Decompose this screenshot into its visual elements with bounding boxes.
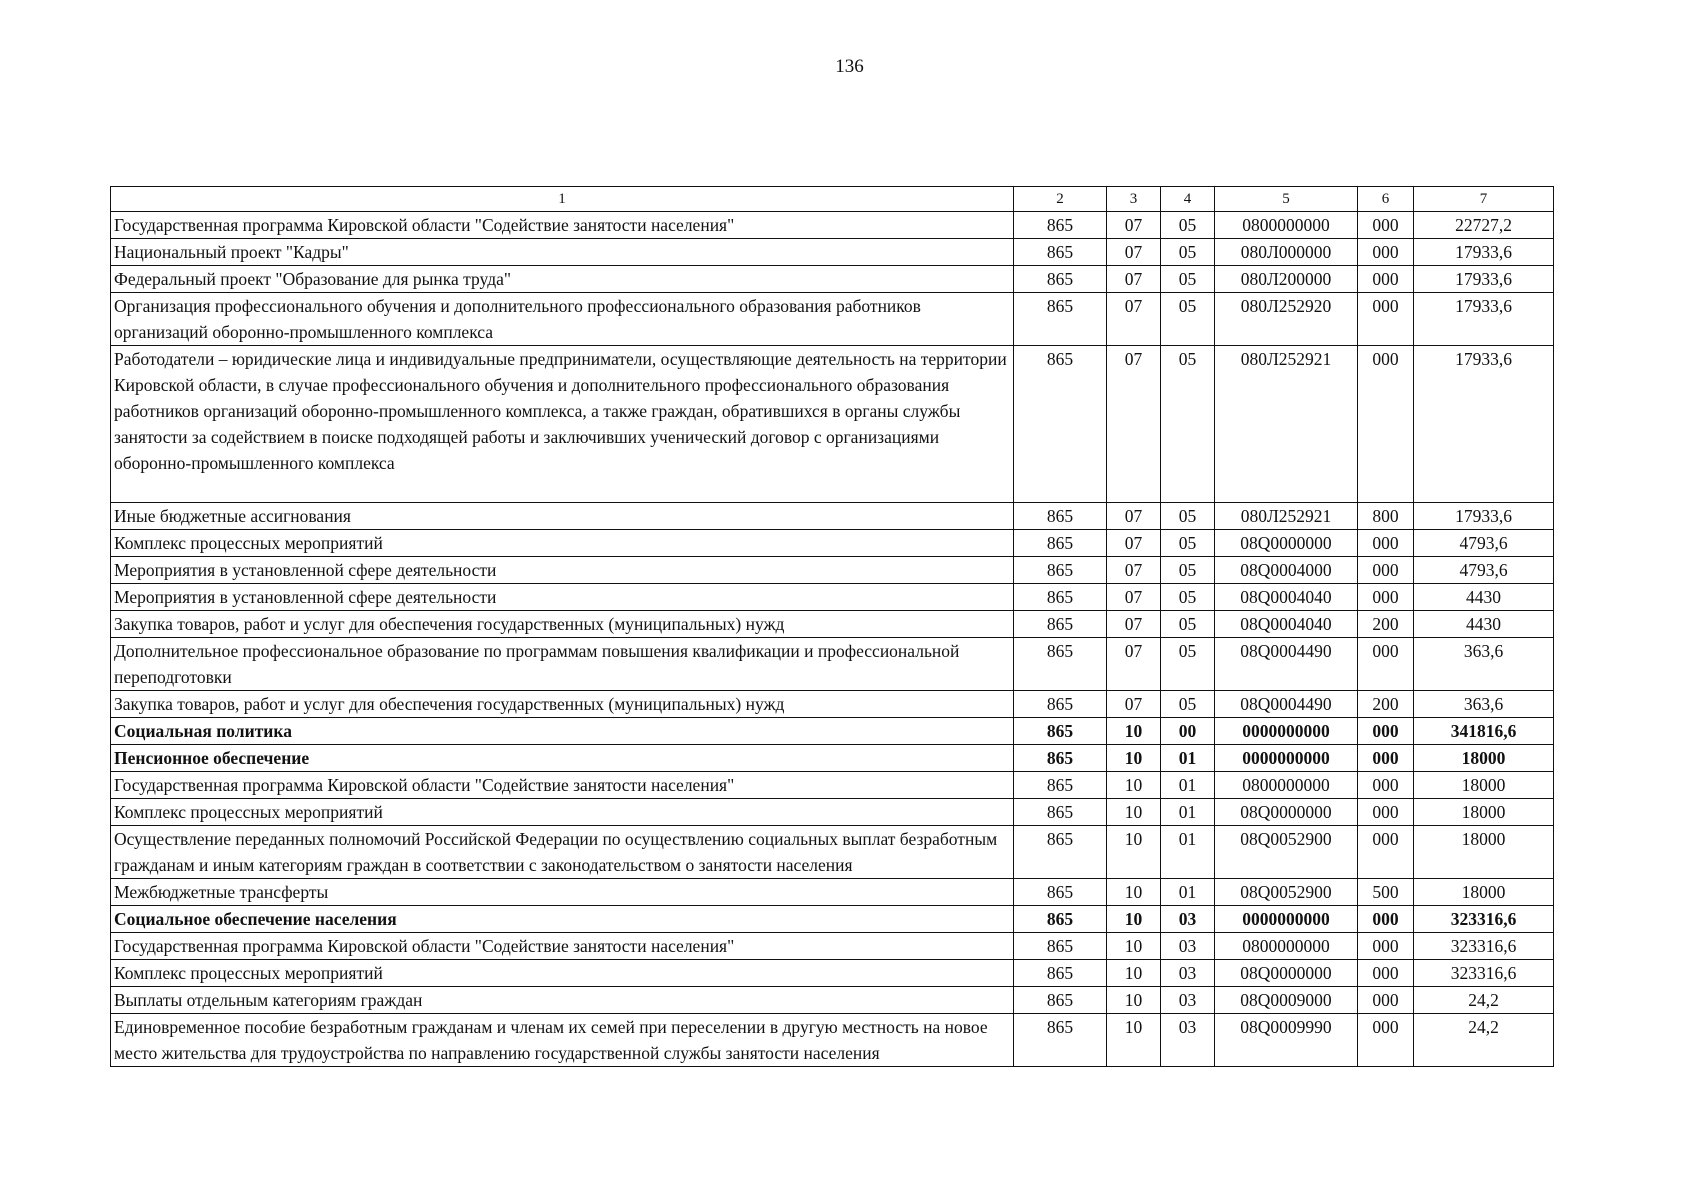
header-col-1: 1 <box>111 187 1014 212</box>
row-col-6: 000 <box>1358 557 1414 584</box>
row-col-4: 01 <box>1161 799 1215 826</box>
row-name: Выплаты отдельным категориям граждан <box>111 987 1014 1014</box>
row-col-2: 865 <box>1014 530 1107 557</box>
row-col-6: 000 <box>1358 293 1414 346</box>
row-col-3: 10 <box>1107 987 1161 1014</box>
row-col-6: 200 <box>1358 611 1414 638</box>
row-amount: 24,2 <box>1414 1014 1554 1067</box>
row-col-5: 08Q0009990 <box>1215 1014 1358 1067</box>
row-col-4: 01 <box>1161 772 1215 799</box>
row-col-3: 10 <box>1107 799 1161 826</box>
row-col-3: 07 <box>1107 293 1161 346</box>
row-amount: 363,6 <box>1414 691 1554 718</box>
row-name: Организация профессионального обучения и дополнительного профессионального образования работников организаций оборонно-промышленного комплекса <box>111 293 1014 346</box>
table-row <box>111 1014 1554 1067</box>
table-row <box>111 584 1554 611</box>
row-col-3: 07 <box>1107 266 1161 293</box>
row-col-5: 0000000000 <box>1215 718 1358 745</box>
row-col-5: 0800000000 <box>1215 772 1358 799</box>
row-name: Единовременное пособие безработным гражданам и членам их семей при переселении в другую местность на новое место жительства для трудоустройства по направлению государственной службы занятости населения <box>111 1014 1014 1067</box>
table-row <box>111 293 1554 346</box>
row-amount: 4430 <box>1414 611 1554 638</box>
row-col-6: 000 <box>1358 239 1414 266</box>
table-row <box>111 638 1554 691</box>
row-col-4: 05 <box>1161 239 1215 266</box>
row-amount: 18000 <box>1414 799 1554 826</box>
row-col-3: 10 <box>1107 906 1161 933</box>
row-col-6: 000 <box>1358 772 1414 799</box>
row-amount: 323316,6 <box>1414 933 1554 960</box>
row-col-4: 05 <box>1161 584 1215 611</box>
row-col-3: 10 <box>1107 960 1161 987</box>
row-col-5: 08Q0000000 <box>1215 799 1358 826</box>
table-row <box>111 772 1554 799</box>
row-col-3: 10 <box>1107 718 1161 745</box>
row-name: Пенсионное обеспечение <box>111 745 1014 772</box>
row-name: Иные бюджетные ассигнования <box>111 503 1014 530</box>
row-amount: 18000 <box>1414 826 1554 879</box>
row-col-6: 000 <box>1358 584 1414 611</box>
row-name: Работодатели – юридические лица и индивидуальные предприниматели, осуществляющие деятельность на территории Кировской области, в случае профессионального обучения и дополнительного профессионального образования работников организаций оборонно-промышленного комплекса, а также граждан, обратившихся в органы службы занятости за содействием в поиске подходящей работы и заключивших ученический договор с организациями оборонно-промышленного комплекса <box>111 346 1014 503</box>
row-col-3: 10 <box>1107 745 1161 772</box>
row-col-3: 10 <box>1107 879 1161 906</box>
row-col-6: 000 <box>1358 933 1414 960</box>
row-name: Комплекс процессных мероприятий <box>111 960 1014 987</box>
row-amount: 18000 <box>1414 772 1554 799</box>
table-row <box>111 611 1554 638</box>
row-col-5: 080Л252921 <box>1215 346 1358 503</box>
row-col-2: 865 <box>1014 1014 1107 1067</box>
row-col-3: 10 <box>1107 1014 1161 1067</box>
row-col-4: 05 <box>1161 266 1215 293</box>
row-amount: 4430 <box>1414 584 1554 611</box>
table-row <box>111 346 1554 503</box>
row-col-4: 05 <box>1161 503 1215 530</box>
row-amount: 17933,6 <box>1414 503 1554 530</box>
row-col-5: 080Л252920 <box>1215 293 1358 346</box>
table-row <box>111 212 1554 239</box>
row-col-4: 05 <box>1161 346 1215 503</box>
row-col-2: 865 <box>1014 691 1107 718</box>
row-col-2: 865 <box>1014 239 1107 266</box>
row-col-5: 080Л000000 <box>1215 239 1358 266</box>
row-col-4: 03 <box>1161 906 1215 933</box>
row-col-5: 08Q0000000 <box>1215 960 1358 987</box>
row-col-3: 07 <box>1107 212 1161 239</box>
row-amount: 4793,6 <box>1414 530 1554 557</box>
row-col-4: 03 <box>1161 1014 1215 1067</box>
row-amount: 363,6 <box>1414 638 1554 691</box>
table-row <box>111 718 1554 745</box>
row-col-2: 865 <box>1014 772 1107 799</box>
row-col-6: 000 <box>1358 346 1414 503</box>
table-row <box>111 266 1554 293</box>
row-col-2: 865 <box>1014 879 1107 906</box>
table-body <box>111 212 1554 1067</box>
row-col-6: 000 <box>1358 718 1414 745</box>
table-row <box>111 691 1554 718</box>
row-amount: 323316,6 <box>1414 960 1554 987</box>
row-col-5: 080Л200000 <box>1215 266 1358 293</box>
row-col-5: 08Q0004000 <box>1215 557 1358 584</box>
row-name: Социальное обеспечение населения <box>111 906 1014 933</box>
row-col-3: 07 <box>1107 691 1161 718</box>
header-col-5: 5 <box>1215 187 1358 212</box>
header-col-2: 2 <box>1014 187 1107 212</box>
row-col-4: 01 <box>1161 879 1215 906</box>
row-col-5: 0800000000 <box>1215 212 1358 239</box>
row-col-2: 865 <box>1014 933 1107 960</box>
row-col-2: 865 <box>1014 718 1107 745</box>
row-col-3: 10 <box>1107 933 1161 960</box>
row-amount: 24,2 <box>1414 987 1554 1014</box>
page-number: 136 <box>835 56 864 77</box>
row-col-5: 08Q0052900 <box>1215 879 1358 906</box>
row-col-2: 865 <box>1014 266 1107 293</box>
row-col-5: 08Q0004490 <box>1215 691 1358 718</box>
row-name: Мероприятия в установленной сфере деятельности <box>111 584 1014 611</box>
row-col-6: 500 <box>1358 879 1414 906</box>
row-col-4: 05 <box>1161 611 1215 638</box>
row-col-6: 000 <box>1358 212 1414 239</box>
row-col-2: 865 <box>1014 346 1107 503</box>
row-amount: 4793,6 <box>1414 557 1554 584</box>
header-col-3: 3 <box>1107 187 1161 212</box>
row-col-2: 865 <box>1014 611 1107 638</box>
row-col-4: 03 <box>1161 933 1215 960</box>
row-col-6: 000 <box>1358 530 1414 557</box>
table-row <box>111 879 1554 906</box>
row-col-2: 865 <box>1014 638 1107 691</box>
header-col-6: 6 <box>1358 187 1414 212</box>
row-name: Государственная программа Кировской области "Содействие занятости населения" <box>111 212 1014 239</box>
row-col-6: 200 <box>1358 691 1414 718</box>
row-col-2: 865 <box>1014 826 1107 879</box>
table-row <box>111 557 1554 584</box>
table-row <box>111 987 1554 1014</box>
table-row <box>111 503 1554 530</box>
row-name: Мероприятия в установленной сфере деятельности <box>111 557 1014 584</box>
row-col-6: 000 <box>1358 906 1414 933</box>
row-amount: 17933,6 <box>1414 293 1554 346</box>
table-row <box>111 933 1554 960</box>
row-col-6: 000 <box>1358 960 1414 987</box>
row-name: Межбюджетные трансферты <box>111 879 1014 906</box>
row-amount: 18000 <box>1414 745 1554 772</box>
table-row <box>111 239 1554 266</box>
row-col-3: 07 <box>1107 530 1161 557</box>
table-row <box>111 906 1554 933</box>
row-col-2: 865 <box>1014 799 1107 826</box>
row-col-2: 865 <box>1014 503 1107 530</box>
row-name: Закупка товаров, работ и услуг для обеспечения государственных (муниципальных) нужд <box>111 691 1014 718</box>
row-col-5: 0000000000 <box>1215 906 1358 933</box>
row-col-6: 000 <box>1358 799 1414 826</box>
row-col-6: 000 <box>1358 745 1414 772</box>
table-row <box>111 826 1554 879</box>
row-col-2: 865 <box>1014 906 1107 933</box>
row-col-6: 000 <box>1358 987 1414 1014</box>
row-amount: 22727,2 <box>1414 212 1554 239</box>
row-col-5: 08Q0009000 <box>1215 987 1358 1014</box>
row-col-4: 00 <box>1161 718 1215 745</box>
row-amount: 323316,6 <box>1414 906 1554 933</box>
row-amount: 341816,6 <box>1414 718 1554 745</box>
row-name: Национальный проект "Кадры" <box>111 239 1014 266</box>
row-col-6: 000 <box>1358 826 1414 879</box>
row-col-4: 03 <box>1161 960 1215 987</box>
row-col-4: 03 <box>1161 987 1215 1014</box>
row-col-4: 05 <box>1161 530 1215 557</box>
row-col-2: 865 <box>1014 557 1107 584</box>
row-col-5: 08Q0004490 <box>1215 638 1358 691</box>
row-col-6: 000 <box>1358 1014 1414 1067</box>
header-col-4: 4 <box>1161 187 1215 212</box>
row-col-2: 865 <box>1014 212 1107 239</box>
row-name: Федеральный проект "Образование для рынка труда" <box>111 266 1014 293</box>
row-col-3: 10 <box>1107 772 1161 799</box>
row-col-3: 10 <box>1107 826 1161 879</box>
header-col-7: 7 <box>1414 187 1554 212</box>
row-col-3: 07 <box>1107 611 1161 638</box>
row-col-4: 05 <box>1161 557 1215 584</box>
row-name: Комплекс процессных мероприятий <box>111 530 1014 557</box>
row-col-6: 000 <box>1358 266 1414 293</box>
row-col-5: 08Q0000000 <box>1215 530 1358 557</box>
row-name: Осуществление переданных полномочий Российской Федерации по осуществлению социальных выплат безработным гражданам и иным категориям граждан в соответствии с законодательством о занятости населения <box>111 826 1014 879</box>
row-col-4: 01 <box>1161 745 1215 772</box>
row-name: Социальная политика <box>111 718 1014 745</box>
row-col-3: 07 <box>1107 584 1161 611</box>
row-col-2: 865 <box>1014 987 1107 1014</box>
row-col-6: 800 <box>1358 503 1414 530</box>
row-col-5: 0800000000 <box>1215 933 1358 960</box>
row-name: Дополнительное профессиональное образование по программам повышения квалификации и профессиональной переподготовки <box>111 638 1014 691</box>
row-col-3: 07 <box>1107 557 1161 584</box>
row-col-5: 08Q0004040 <box>1215 611 1358 638</box>
row-col-4: 05 <box>1161 638 1215 691</box>
row-name: Закупка товаров, работ и услуг для обеспечения государственных (муниципальных) нужд <box>111 611 1014 638</box>
row-col-3: 07 <box>1107 503 1161 530</box>
row-col-6: 000 <box>1358 638 1414 691</box>
table-row <box>111 960 1554 987</box>
row-amount: 17933,6 <box>1414 266 1554 293</box>
row-amount: 17933,6 <box>1414 239 1554 266</box>
row-col-2: 865 <box>1014 745 1107 772</box>
table-row <box>111 745 1554 772</box>
row-col-3: 07 <box>1107 346 1161 503</box>
budget-table <box>110 186 1554 1067</box>
row-col-2: 865 <box>1014 960 1107 987</box>
row-col-5: 08Q0052900 <box>1215 826 1358 879</box>
row-col-4: 01 <box>1161 826 1215 879</box>
row-amount: 17933,6 <box>1414 346 1554 503</box>
row-col-3: 07 <box>1107 638 1161 691</box>
row-name: Государственная программа Кировской области "Содействие занятости населения" <box>111 772 1014 799</box>
row-col-3: 07 <box>1107 239 1161 266</box>
row-col-5: 080Л252921 <box>1215 503 1358 530</box>
row-amount: 18000 <box>1414 879 1554 906</box>
row-name: Комплекс процессных мероприятий <box>111 799 1014 826</box>
table-row <box>111 799 1554 826</box>
row-col-4: 05 <box>1161 212 1215 239</box>
row-col-5: 08Q0004040 <box>1215 584 1358 611</box>
row-col-5: 0000000000 <box>1215 745 1358 772</box>
row-col-4: 05 <box>1161 293 1215 346</box>
row-col-2: 865 <box>1014 293 1107 346</box>
header-row <box>111 187 1554 212</box>
row-col-2: 865 <box>1014 584 1107 611</box>
table-row <box>111 530 1554 557</box>
row-name: Государственная программа Кировской области "Содействие занятости населения" <box>111 933 1014 960</box>
row-col-4: 05 <box>1161 691 1215 718</box>
